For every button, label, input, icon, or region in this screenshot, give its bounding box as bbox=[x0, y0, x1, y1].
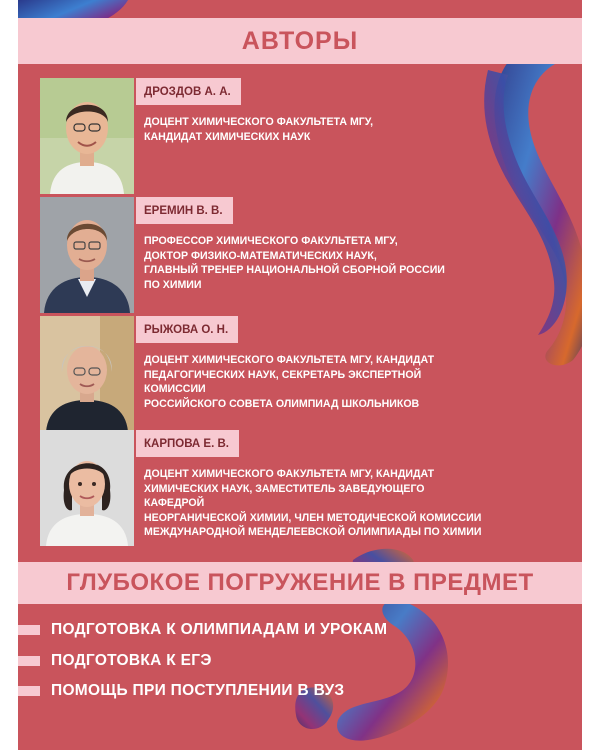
author-photo-eremin bbox=[40, 197, 134, 313]
author-card-karpova bbox=[40, 430, 482, 546]
poster-card bbox=[18, 0, 582, 750]
bullet-marker bbox=[18, 686, 40, 696]
subtitle-band bbox=[18, 562, 582, 604]
author-description: ПРОФЕССОР ХИМИЧЕСКОГО ФАКУЛЬТЕТА МГУ, ДОКТОР ФИЗИКО-МАТЕМАТИЧЕСКИХ НАУК, ГЛАВНЫЙ ТРЕНЕР НАЦИОНАЛЬНОЙ СБОРНОЙ РОССИИ ПО ХИМИИ bbox=[144, 235, 445, 291]
bullet-marker bbox=[18, 625, 40, 635]
author-description: ДОЦЕНТ ХИМИЧЕСКОГО ФАКУЛЬТЕТА МГУ, КАНДИДАТ ХИМИЧЕСКИХ НАУК bbox=[144, 116, 374, 143]
author-description: ДОЦЕНТ ХИМИЧЕСКОГО ФАКУЛЬТЕТА МГУ, КАНДИДАТ ПЕДАГОГИЧЕСКИХ НАУК, СЕКРЕТАРЬ ЭКСПЕРТНОЙ КОМИССИИ РОССИЙСКОГО СОВЕТА ОЛИМПИАД ШКОЛЬНИКОВ bbox=[144, 354, 435, 410]
author-name: РЫЖОВА О. Н. bbox=[136, 316, 238, 343]
bullet-text: ПОДГОТОВКА К ОЛИМПИАДАМ И УРОКАМ bbox=[51, 621, 388, 638]
author-description: ДОЦЕНТ ХИМИЧЕСКОГО ФАКУЛЬТЕТА МГУ, КАНДИДАТ ХИМИЧЕСКИХ НАУК, ЗАМЕСТИТЕЛЬ ЗАВЕДУЮЩЕГО КАФЕДРОЙ НЕОРГАНИЧЕСКОЙ ХИМИИ, ЧЛЕН МЕТОДИЧЕСКОЙ КОМИССИИ МЕЖДУНАРОДНОЙ МЕНДЕЛЕЕВСКОЙ ОЛИМПИАДЫ ПО ХИМИИ bbox=[144, 468, 482, 538]
bullet-marker bbox=[18, 656, 40, 666]
title-band bbox=[18, 18, 582, 64]
author-photo-drozdov bbox=[40, 78, 134, 194]
author-card-drozdov bbox=[40, 78, 460, 194]
bullet-item bbox=[18, 651, 212, 671]
page-title: АВТОРЫ bbox=[241, 26, 359, 55]
author-name: ДРОЗДОВ А. А. bbox=[136, 78, 241, 105]
bullet-text: ПОДГОТОВКА К ЕГЭ bbox=[51, 652, 212, 669]
author-card-eremin bbox=[40, 197, 460, 313]
author-name: КАРПОВА Е. В. bbox=[136, 430, 239, 457]
bullet-item bbox=[18, 681, 344, 701]
bullet-item bbox=[18, 620, 387, 640]
author-photo-karpova bbox=[40, 430, 134, 546]
bullet-text: ПОМОЩЬ ПРИ ПОСТУПЛЕНИИ В ВУЗ bbox=[51, 682, 345, 699]
author-photo-ryzhova bbox=[40, 316, 134, 432]
section-subtitle: ГЛУБОКОЕ ПОГРУЖЕНИЕ В ПРЕДМЕТ bbox=[66, 569, 534, 596]
author-name: ЕРЕМИН В. В. bbox=[136, 197, 233, 224]
author-card-ryzhova bbox=[40, 316, 460, 432]
